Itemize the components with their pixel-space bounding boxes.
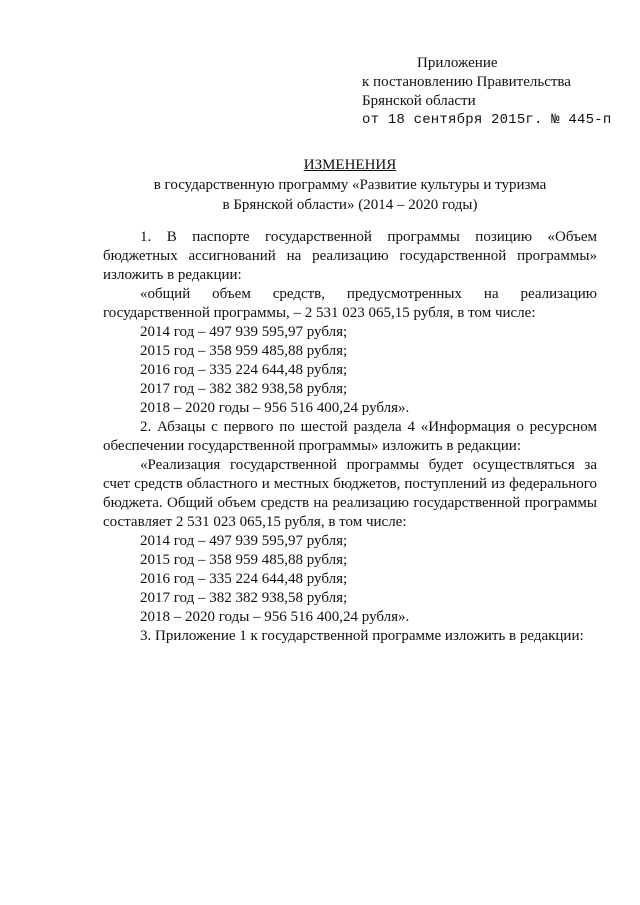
- amount-line: 2018 – 2020 годы – 956 516 400,24 рубля».: [140, 400, 410, 416]
- amount-line: 2018 – 2020 годы – 956 516 400,24 рубля».: [140, 609, 410, 625]
- document-body: [103, 228, 597, 646]
- paragraph-item-3: 3. Приложение 1 к государственной программе изложить в редакции:: [140, 628, 584, 644]
- appendix-line: Брянской области: [362, 93, 476, 109]
- paragraph-quote-2: «Реализация государственной программы будет осуществляться за счет средств областного и местных бюджетов, поступлений из федерального бюджета. Общий объем средств на реализацию государственной программы составляет 2 531 023 065,15 рубля, в том числе:: [103, 457, 597, 530]
- amount-line: 2015 год – 358 959 485,88 рубля;: [140, 343, 348, 359]
- appendix-line: к постановлению Правительства: [362, 74, 571, 90]
- appendix-date: от 18 сентября 2015г. № 445-п: [362, 112, 612, 128]
- title-line: в государственную программу «Развитие культуры и туризма: [153, 177, 547, 193]
- amount-line: 2014 год – 497 939 595,97 рубля;: [140, 324, 348, 340]
- paragraph-item-1: 1. В паспорте государственной программы позицию «Объем бюджетных ассигнований на реализацию государственной программы» изложить в редакции:: [103, 229, 597, 283]
- amount-line: 2017 год – 382 382 938,58 рубля;: [140, 381, 348, 397]
- document-title: [60, 155, 640, 215]
- amount-line: 2014 год – 497 939 595,97 рубля;: [140, 533, 348, 549]
- appendix-title: Приложение: [417, 55, 498, 71]
- appendix-block: [362, 54, 611, 130]
- amount-line: 2016 год – 335 224 644,48 рубля;: [140, 571, 348, 587]
- paragraph-quote-1: «общий объем средств, предусмотренных на реализацию государственной программы, – 2 531 023 065,15 рубля, в том числе:: [103, 286, 597, 321]
- amount-line: 2016 год – 335 224 644,48 рубля;: [140, 362, 348, 378]
- title-heading: ИЗМЕНЕНИЯ: [303, 157, 397, 173]
- amount-line: 2017 год – 382 382 938,58 рубля;: [140, 590, 348, 606]
- amount-line: 2015 год – 358 959 485,88 рубля;: [140, 552, 348, 568]
- paragraph-item-2: 2. Абзацы с первого по шестой раздела 4 «Информация о ресурсном обеспечении государственной программы» изложить в редакции:: [103, 419, 597, 454]
- title-line: в Брянской области» (2014 – 2020 годы): [222, 197, 478, 213]
